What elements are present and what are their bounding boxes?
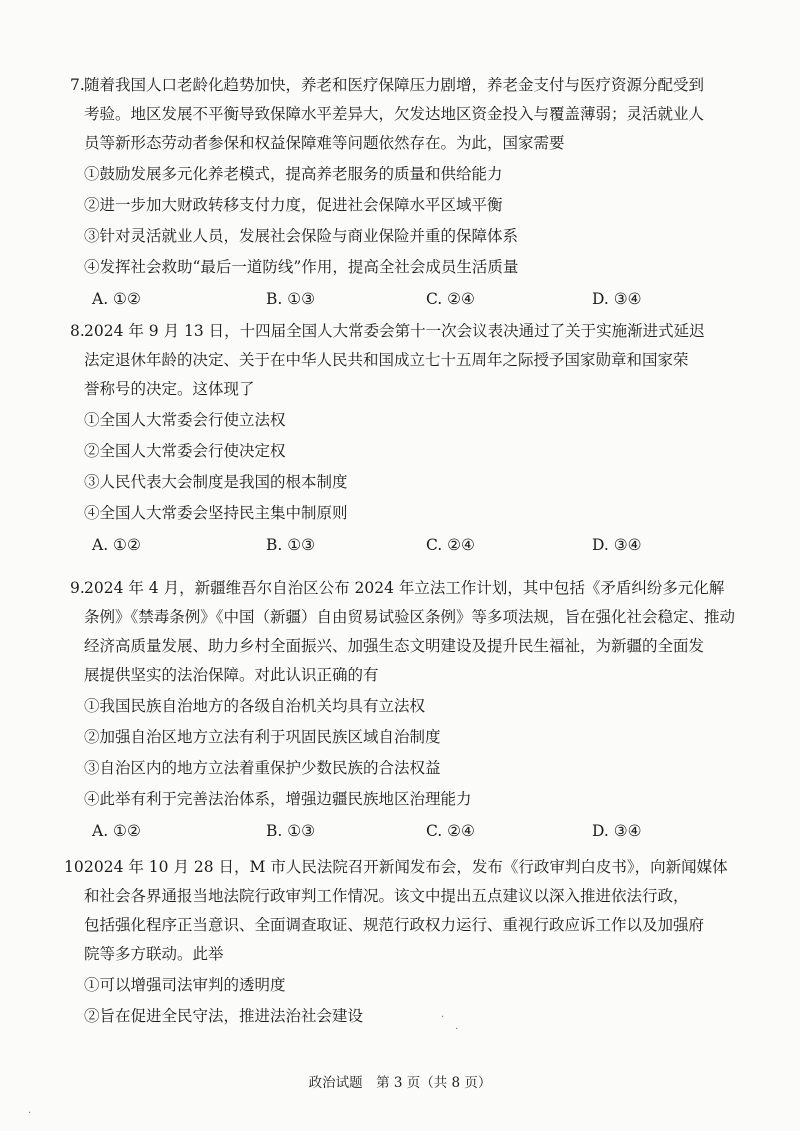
- scan-speck: ·: [28, 1108, 32, 1119]
- answer-options: [84, 535, 744, 555]
- stem-line: 展提供坚实的法治保障。对此认识正确的有: [84, 666, 379, 684]
- question-number: 7.: [70, 76, 85, 94]
- stem-line: 条例》《禁毒条例》《中国（新疆）自由贸易试验区条例》等多项法规，旨在强化社会稳定、推动: [84, 608, 736, 626]
- statement-2: ②全国人大常委会行使决定权: [84, 442, 286, 460]
- stem-line: 经济高质量发展、助力乡村全面振兴、加强生态文明建设及提升民生福祉，为新疆的全面发: [84, 637, 705, 655]
- statement-1: ①鼓励发展多元化养老模式，提高养老服务的质量和供给能力: [84, 165, 503, 183]
- option-b: B. ①③: [266, 536, 316, 554]
- stem-line: 院等多方联动。此举: [84, 945, 224, 963]
- option-b: B. ①③: [266, 290, 316, 308]
- stem-line: 包括强化程序正当意识、全面调查取证、规范行政权力运行、重视行政应诉工作以及加强府: [84, 916, 705, 934]
- question-stem: [70, 75, 744, 153]
- option-c: C. ②④: [426, 290, 475, 308]
- stem-line: 和社会各界通报当地法院行政审判工作情况。该文中提出五点建议以深入推进依法行政，: [84, 887, 689, 905]
- statement-4: ④此举有利于完善法治体系，增强边疆民族地区治理能力: [84, 790, 472, 808]
- answer-options: [84, 821, 744, 841]
- question-stem: [70, 578, 744, 685]
- statement-4: ④全国人大常委会坚持民主集中制原则: [84, 504, 348, 522]
- option-d: D. ③④: [592, 290, 642, 308]
- statement-2: ②旨在促进全民守法，推进法治社会建设: [84, 1007, 364, 1025]
- stem-line: 员等新形态劳动者参保和权益保障难等问题依然存在。为此，国家需要: [84, 134, 565, 152]
- question-9: [70, 578, 744, 841]
- question-stem: [64, 857, 744, 964]
- scan-speck: ·: [441, 1012, 445, 1023]
- option-d: D. ③④: [592, 536, 642, 554]
- question-number: 8.: [70, 322, 85, 340]
- statement-1: ①全国人大常委会行使立法权: [84, 411, 286, 429]
- stem-line: 誉称号的决定。这体现了: [84, 380, 255, 398]
- question-stem: [70, 321, 744, 399]
- stem-line: 2024 年 4 月，新疆维吾尔自治区公布 2024 年立法工作计划，其中包括《矛盾纠纷多元化解: [84, 579, 725, 597]
- option-d: D. ③④: [592, 822, 642, 840]
- statement-3: ③针对灵活就业人员，发展社会保险与商业保险并重的保障体系: [84, 227, 519, 245]
- stem-line: 随着我国人口老龄化趋势加快，养老和医疗保障压力剧增，养老金支付与医疗资源分配受到: [84, 76, 705, 94]
- page-footer: 政治试题 第 3 页（共 8 页）: [308, 1075, 492, 1091]
- option-c: C. ②④: [426, 536, 475, 554]
- statement-4: ④发挥社会救助“最后一道防线”作用，提高全社会成员生活质量: [84, 258, 519, 276]
- stem-line: 考验。地区发展不平衡导致保障水平差异大，欠发达地区资金投入与覆盖薄弱；灵活就业人: [84, 105, 705, 123]
- question-10: [64, 857, 744, 1026]
- option-b: B. ①③: [266, 822, 316, 840]
- statement-1: ①我国民族自治地方的各级自治机关均具有立法权: [84, 697, 426, 715]
- question-8: [70, 321, 744, 555]
- statement-2: ②加强自治区地方立法有利于巩固民族区域自治制度: [84, 728, 441, 746]
- question-number: 9.: [70, 579, 85, 597]
- answer-options: [84, 289, 744, 309]
- scan-speck: ·: [455, 1024, 459, 1035]
- option-a: A. ①②: [92, 822, 141, 840]
- stem-line: 法定退休年龄的决定、关于在中华人民共和国成立七十五周年之际授予国家勋章和国家荣: [84, 351, 689, 369]
- question-number: 10.: [64, 858, 89, 876]
- option-a: A. ①②: [92, 536, 141, 554]
- statement-3: ③自治区内的地方立法着重保护少数民族的合法权益: [84, 759, 441, 777]
- option-c: C. ②④: [426, 822, 475, 840]
- statement-3: ③人民代表大会制度是我国的根本制度: [84, 473, 348, 491]
- stem-line: 2024 年 10 月 28 日，M 市人民法院召开新闻发布会，发布《行政审判白皮书》，向新闻媒体: [84, 858, 728, 876]
- question-7: [70, 75, 744, 309]
- stem-line: 2024 年 9 月 13 日，十四届全国人大常委会第十一次会议表决通过了关于实施渐进式延迟: [84, 322, 705, 340]
- statement-2: ②进一步加大财政转移支付力度，促进社会保障水平区域平衡: [84, 196, 503, 214]
- option-a: A. ①②: [92, 290, 141, 308]
- statement-1: ①可以增强司法审判的透明度: [84, 976, 286, 994]
